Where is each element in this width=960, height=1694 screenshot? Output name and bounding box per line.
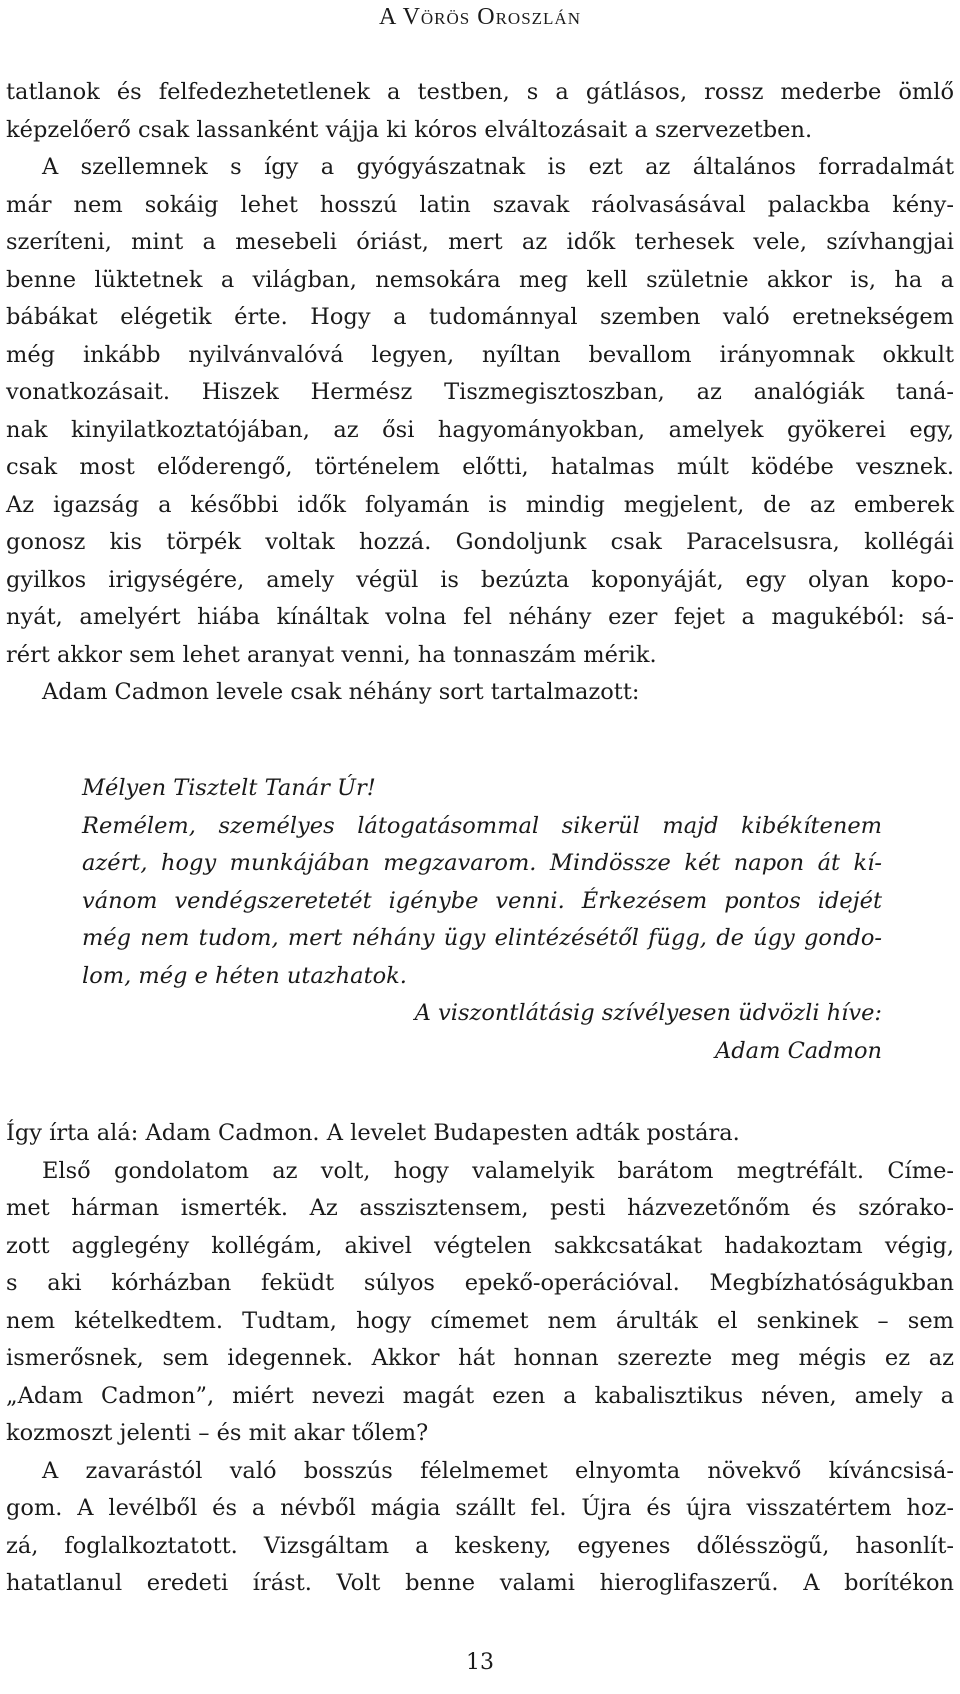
text-line: met hárman ismerték. Az asszisztensem, pesti házvezetőnőm és szórako- bbox=[6, 1195, 954, 1221]
text-line: nak kinyilatkoztatójában, az ősi hagyományokban, amelyek gyökerei egy, bbox=[6, 416, 954, 443]
letter-line: vánom vendégszeretetét igénybe venni. Érkezésem pontos idejét bbox=[82, 887, 882, 914]
text-line: szeríteni, mint a mesebeli óriást, mert az idők terhesek vele, szívhangjai bbox=[6, 229, 954, 255]
text-line: gyilkos irigységére, amely végül is bezúzta koponyáját, egy olyan kopo- bbox=[6, 566, 954, 593]
text-line: ismerősnek, sem idegennek. Akkor hát honnan szerezte meg mégis ez az bbox=[6, 1345, 954, 1371]
text-line: kozmoszt jelenti – és mit akar tőlem? bbox=[6, 1420, 429, 1446]
text-line: bábákat elégetik érte. Hogy a tudománnyal szemben való eretnekségem bbox=[6, 304, 954, 330]
text-line: Így írta alá: Adam Cadmon. A levelet Budapesten adták postára. bbox=[6, 1120, 740, 1146]
text-line: zott agglegény kollégám, akivel végtelen sakkcsatákat hadakoztam végig, bbox=[6, 1232, 954, 1259]
body-text-continued bbox=[6, 1115, 954, 1603]
letter-line: lom, még e héten utazhatok. bbox=[82, 962, 407, 989]
text-line: vonatkozásait. Hiszek Hermész Tiszmegisztoszban, az analógiák taná- bbox=[6, 379, 954, 405]
letter-line: Adam Cadmon bbox=[715, 1037, 882, 1064]
text-line: rért akkor sem lehet aranyat venni, ha tonnaszám mérik. bbox=[6, 641, 657, 668]
running-head: A Vörös Oroszlán bbox=[379, 4, 581, 30]
text-line: s aki kórházban feküdt súlyos epekő-operációval. Megbízhatóságukban bbox=[6, 1270, 954, 1296]
text-line: képzelőerő csak lassanként vájja ki kóros elváltozásait a szervezetben. bbox=[6, 116, 813, 143]
text-line: gom. A levélből és a névből mágia szállt fel. Újra és újra visszatértem hoz- bbox=[6, 1495, 954, 1521]
text-line: zá, foglalkoztatott. Vizsgáltam a keskeny, egyenes dőlésszögű, hasonlít- bbox=[6, 1532, 954, 1559]
letter-line: Remélem, személyes látogatásommal sikerül majd kibékítenem bbox=[82, 812, 882, 839]
letter-line: még nem tudom, mert néhány ügy elintézésétől függ, de úgy gondo- bbox=[82, 925, 882, 951]
letter-line: A viszontlátásig szívélyesen üdvözli híve: bbox=[414, 1000, 882, 1026]
body-text bbox=[6, 74, 954, 712]
text-line: nem kételkedtem. Tudtam, hogy címemet nem árulták el senkinek – sem bbox=[6, 1307, 954, 1334]
quoted-letter bbox=[82, 770, 882, 1070]
text-line: tatlanok és felfedezhetetlenek a testben, s a gátlásos, rossz mederbe ömlő bbox=[6, 79, 954, 105]
text-line: Adam Cadmon levele csak néhány sort tartalmazott: bbox=[42, 679, 640, 705]
text-line: gonosz kis törpék voltak hozzá. Gondoljunk csak Paracelsusra, kollégái bbox=[6, 529, 954, 555]
text-line: Az igazság a későbbi idők folyamán is mindig megjelent, de az emberek bbox=[6, 491, 954, 518]
text-line: már nem sokáig lehet hosszú latin szavak ráolvasásával palackba kény- bbox=[6, 191, 954, 218]
text-line: A zavarástól való bosszús félelmemet elnyomta növekvő kíváncsisá- bbox=[42, 1457, 954, 1484]
page-number: 13 bbox=[466, 1650, 494, 1675]
text-line: „Adam Cadmon”, miért nevezi magát ezen a kabalisztikus néven, amely a bbox=[6, 1382, 954, 1409]
letter-line: azért, hogy munkájában megzavarom. Mindössze két napon át kí- bbox=[82, 850, 882, 876]
text-line: benne lüktetnek a világban, nemsokára meg kell születnie akkor is, ha a bbox=[6, 266, 954, 293]
letter-line: Mélyen Tisztelt Tanár Úr! bbox=[82, 775, 376, 801]
text-line: csak most előderengő, történelem előtti, hatalmas múlt ködébe vesznek. bbox=[6, 454, 954, 480]
text-line: hatatlanul eredeti írást. Volt benne valami hieroglifaszerű. A borítékon bbox=[6, 1570, 954, 1596]
text-line: A szellemnek s így a gyógyászatnak is ezt az általános forradalmát bbox=[42, 154, 954, 180]
text-line: még inkább nyilvánvalóvá legyen, nyíltan bevallom irányomnak okkult bbox=[6, 341, 954, 368]
text-line: nyát, amelyért hiába kínáltak volna fel néhány ezer fejet a magukéból: sá- bbox=[6, 604, 954, 630]
text-line: Első gondolatom az volt, hogy valamelyik barátom megtréfált. Címe- bbox=[42, 1157, 954, 1184]
